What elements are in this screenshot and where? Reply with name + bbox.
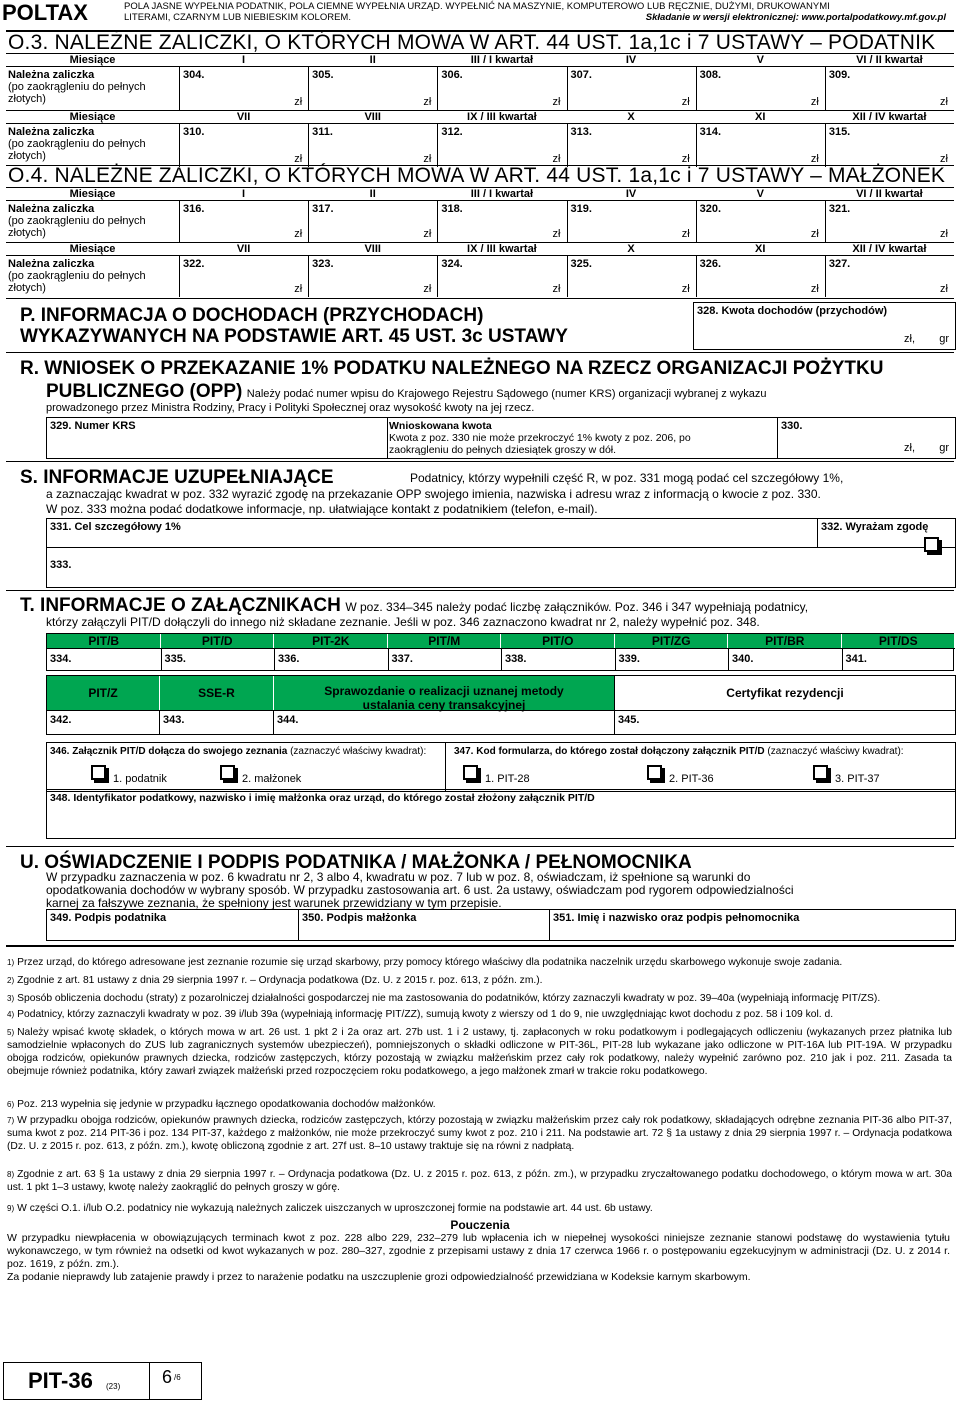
page-number: 6 [162,1367,173,1387]
field-number: 339. [618,653,640,665]
attachments-row-2 [46,675,956,735]
advance-payment-row [6,66,954,110]
field-337[interactable] [388,648,502,670]
month-label: V [756,54,764,66]
currency-zl: zł [552,96,561,108]
field-348[interactable] [46,789,956,839]
months-header-row [6,242,954,255]
currency-zl: zł [681,228,690,240]
field-328[interactable] [693,302,956,350]
field-310[interactable] [179,124,308,167]
field-number: 308. [699,69,722,81]
footnote-text: Sposób obliczenia dochodu (straty) z pozarolniczej działalności gospodarczej nie ma zastosowania do podatników, którzy zaznaczyli kwadraty w poz. 39–40a (wypełniają informację PIT/ZS). [17,993,881,1004]
field-number: 319. [570,203,592,215]
field-312[interactable] [437,124,566,167]
q347-opt3-label: 3. PIT-37 [835,773,880,785]
footnote-number: 2) [7,976,15,985]
field-number: 334. [50,653,72,665]
q347-opt1-checkbox[interactable] [463,765,478,780]
footnote-number: 4) [7,1010,15,1019]
field-331-label: 331. Cel szczegółowy 1% [50,521,181,533]
wnioskowana-kwota [389,420,691,456]
field-number: 311. [312,126,333,138]
footnote-number: 9) [7,1204,15,1213]
month-label: VIII [364,243,381,255]
field-317[interactable] [308,201,437,242]
months-header-row [6,110,954,123]
advance-payment-row [6,255,954,297]
section-t-title: T. INFORMACJE O ZAŁĄCZNIKACH [20,595,341,616]
month-label: VII [236,243,251,255]
field-number: 309. [828,69,851,81]
field-number: 314. [699,126,722,138]
pouczenie-title: Pouczenia [450,1218,510,1232]
field-306[interactable] [437,67,566,110]
field-330[interactable] [777,418,955,458]
month-label: XII / IV kwartał [852,243,927,255]
wk-title: Wnioskowana kwota [389,420,492,432]
months-label: Miesiące [69,243,116,255]
month-label: III / I kwartał [470,54,534,66]
section-r-title-line2-wrap [46,381,767,403]
field-number: 313. [570,126,592,138]
section-s-title: S. INFORMACJE UZUPEŁNIAJĄCE [20,467,334,488]
footnote [7,1168,952,1194]
month-label: VII [236,111,251,123]
field-number: 322. [183,258,205,270]
field-number: 315. [828,126,851,138]
month-label: I [242,188,246,200]
q347-opt2-checkbox[interactable] [647,765,662,780]
field-307[interactable] [567,67,696,110]
footnote-number: 5) [7,1028,15,1037]
section-s-desc-3: W poz. 333 można podać dodatkowe informacje, np. ułatwiające kontakt z podatnikiem (telefon, e-mail). [46,502,598,516]
months-label: Miesiące [69,188,116,200]
field-315[interactable] [825,124,954,167]
currency-zl: zł [552,283,561,295]
currency-zl: zł [294,228,303,240]
field-number: 326. [699,258,722,270]
field-338[interactable] [501,648,615,670]
field-328-label: 328. Kwota dochodów (przychodów) [697,305,888,317]
field-number: 318. [441,203,463,215]
currency-zl: zł [294,153,303,165]
field-345[interactable]: 345. [618,714,640,726]
section-o3-title: O.3. NALEŻNE ZALICZKI, O KTÓRYCH MOWA W ART. 44 UST. 1a,1c i 7 USTAWY – PODATNIK [8,31,936,54]
form-sprawozdanie-label [274,684,614,712]
notice-line-2: LITERAMI, CZARNYM LUB NIEBIESKIM KOLOREM. [124,12,351,23]
field-313[interactable] [567,124,696,167]
row-label: Należna zaliczka (po zaokrągleniu do pełnych złotych) [8,258,146,294]
form-sse-r-label: SSE-R [198,686,235,700]
field-336[interactable] [274,648,388,670]
field-316[interactable] [179,201,308,242]
currency-zl: zł [810,228,819,240]
field-339[interactable] [615,648,729,670]
pouczenie-text [7,1232,950,1284]
currency-zl: zł [423,96,432,108]
section-p-title-line1: P. INFORMACJA O DOCHODACH (PRZYCHODACH) [20,305,484,326]
form-sprawozdanie-line1: Sprawozdanie o realizacji uznanej metody [324,684,564,698]
form-header-label: PIT/B [88,634,120,648]
field-350[interactable] [299,910,550,940]
field-319[interactable] [567,201,696,242]
form-header-label: PIT-2K [312,634,350,648]
footnote-text: Poz. 213 wypełnia się jedynie w przypadku łącznego opodatkowania dochodów małżonków. [17,1099,436,1110]
field-number: 306. [441,69,463,81]
field-321[interactable] [825,201,954,242]
q347-text: 347. Kod formularza, do którego został dołączony załącznik PIT/D [454,746,765,757]
form-version: (23) [106,1382,121,1391]
form-id: PIT-36 [28,1368,93,1393]
currency-zl: zł [294,283,303,295]
field-322[interactable] [179,256,308,297]
footnote-text: Podatnicy, którzy zaznaczyli kwadraty w poz. 39 i/lub 39a (wypełniają informację PIT/ZZ), sumują kwoty z wierszy od 1 do 9, nie uwzględniając kwot dochodu z poz. 58 i 109 kol. d. [17,1009,834,1020]
field-333-label: 333. [50,559,72,571]
footnote-text: Zgodnie z art. 63 § 1a ustawy z dnia 29 sierpnia 1997 r. – Ordynacja podatkowa (Dz. U. z 2015 r. poz. 613, z późn. zm.), w przypadku zryczałtowanego podatku dochodowego, o którym mowa w art. 30a ust. 1 pkt 1–3 ustawy, kwotę należy zaokrąglić do pełnych groszy w górę. [7,1169,952,1193]
month-label: IV [625,54,637,66]
field-318[interactable] [437,201,566,242]
row-label: Należna zaliczka (po zaokrągleniu do pełnych złotych) [8,69,146,105]
footnote [7,1026,952,1078]
section-s-fields [46,518,956,588]
field-number: 317. [312,203,334,215]
form-sprawozdanie-line2: ustalania ceny transakcyjnej [362,698,526,712]
currency-gr: gr [939,333,949,345]
field-number: 312. [441,126,463,138]
footnote-number: 3) [7,994,15,1003]
section-u-desc-2: opodatkowania dochodów w wybrany sposób. W przypadku zastosowania art. 6 ust. 2a ustawy, oświadczam pod rygorem odpowiedzialności [46,883,794,897]
q346-opt1-checkbox[interactable] [91,765,106,780]
section-t-desc-1: W poz. 334–345 należy podać liczbę załączników. Poz. 346 i 347 wypełniają podatnicy, [345,600,809,614]
form-header-label: PIT/BR [765,634,805,648]
currency-gr: gr [939,442,949,454]
q346-label [50,746,426,757]
field-327[interactable] [825,256,954,297]
q346-text: 346. Załącznik PIT/D dołącza do swojego zeznania [50,746,288,757]
section-r-title-line1: R. WNIOSEK O PRZEKAZANIE 1% PODATKU NALEŻNEGO NA RZECZ ORGANIZACJI POŻYTKU [20,358,884,379]
field-number: 324. [441,258,463,270]
section-u-desc-3: karnej za fałszywe zeznania, że spełniony jest warunek przewidziany w tym przepisie. [46,896,502,910]
page-total: /6 [174,1373,181,1382]
field-332 [818,519,955,548]
q347-label [454,746,904,757]
footnote-text: W części O.1. i/lub O.2. podatnicy nie wykazują należnych zaliczek uiszczanych w uproszczonej formie na podstawie art. 44 ust. 6b ustawy. [17,1203,653,1214]
q347-opt2-label: 2. PIT-36 [669,773,714,785]
month-label: II [369,54,376,66]
currency-zl: zł [940,283,948,295]
q346-opt1-label: 1. podatnik [113,773,167,785]
footnote-text: W przypadku obojga rodziców, opiekunów prawnych dziecka, rodziców zastępczych, którzy pozostają w związku małżeńskim przez cały rok podatkowy, składających odrębne zeznania PIT-36 albo PIT-37, suma kwot z poz. 214 PIT-36 i poz. 134 PIT-37, każdego z małżonków, nie może przekroczyć sumy kwot z poz. 210 i 211. Na podstawie art. 72 § 1a ustawy z dnia 29 sierpnia 1997 r. – Ordynacja podatkowa (Dz. U. z 2015 r. poz. 613, z późn. zm.), kwotę obliczoną zgodnie z art. 27f ust. 8–10 ustawy traktuje się na równi z nadpłatą. [7,1115,952,1152]
currency-zl: zł [681,283,690,295]
section-r-desc-b: prowadzonego przez Ministra Rodziny, Pracy i Polityki Społecznej oraz wysokość kwoty na jej rzecz. [46,402,535,414]
field-number: 327. [828,258,851,270]
currency-zl: zł [940,96,948,108]
field-304[interactable] [179,67,308,110]
currency-zl: zł [810,153,819,165]
currency-zl: zł [810,96,819,108]
field-number: 310. [183,126,205,138]
signature-fields [46,909,956,941]
months-header-row [6,53,954,66]
months-label: Miesiące [69,54,116,66]
field-323[interactable] [308,256,437,297]
footnote [7,956,952,969]
row-label: Należna zaliczka (po zaokrągleniu do pełnych złotych) [8,126,146,162]
field-349-label: 349. Podpis podatnika [50,912,167,924]
footnote-text: Przez urząd, do którego adresowane jest zeznanie rozumie się urząd skarbowy, przy pomocy którego właściwy dla podatnika naczelnik urzędu skarbowego wykonuje swoje zadania. [17,957,843,968]
footnote [7,974,952,987]
currency-zl: zł [940,153,948,165]
form-pit-z-label: PIT/Z [88,686,118,700]
row-label: Należna zaliczka (po zaokrągleniu do pełnych złotych) [8,203,146,239]
field-number: 337. [391,653,413,665]
currency-zl: zł [552,228,561,240]
section-r-desc-a: Należy podać numer wpisu do Krajowego Rejestru Sądowego (numer KRS) organizacji wybranej z wykazu [246,388,767,400]
page-number-box [148,1362,202,1400]
q346-opt2-label: 2. małżonek [242,773,302,785]
footnote-text: Zgodnie z art. 81 ustawy z dnia 29 sierpnia 1997 r. – Ordynacja podatkowa (Dz. U. z 2015 r. poz. 613, z późn. zm.). [17,975,543,986]
field-number: 341. [845,653,867,665]
q348-label: 348. Identyfikator podatkowy, nazwisko i imię małżonka oraz urząd, do którego został złożony załącznik PIT/D [50,792,595,804]
field-number: 320. [699,203,722,215]
month-label: VI / II kwartał [856,188,923,200]
field-number: 335. [164,653,186,665]
field-335[interactable] [161,648,275,670]
section-o4-title: O.4. NALEŻNE ZALICZKI, O KTÓRYCH MOWA W ART. 44 UST. 1a,1c i 7 USTAWY – MAŁŻONEK [8,164,946,187]
footnote [7,992,952,1005]
footnote-number: 1) [7,958,15,967]
field-308[interactable] [696,67,825,110]
field-309[interactable] [825,67,954,110]
field-number: 307. [570,69,592,81]
form-header-label: PIT/O [542,634,574,648]
months-header-row [6,187,954,200]
footnote [7,1098,952,1111]
advance-payment-row [6,123,954,167]
pouczenie-p1: W przypadku niewpłacenia w obowiązujących terminach kwot z poz. 228 albo 229, 232–279 lub wpłacenia ich w niepełnej wysokości niniejsze zeznanie stanowi podstawę do wystawienia tytułu wykonawczego, w tym również na odsetki od kwot wykazanych w poz. 280–327, zgodnie z przepisami ustawy z dnia 17 czerwca 1966 r. o postępowaniu egzekucyjnym w administracji (Dz. U. z 2014 r. poz. 1619, z późn. zm.). [7,1232,950,1270]
brand-logo: POLTAX [2,0,88,25]
field-351[interactable] [550,910,955,940]
section-o3-table [6,53,954,169]
field-number: 316. [183,203,205,215]
month-label: XI [755,111,766,123]
section-p-title-line2: WYKAZYWANYCH NA PODSTAWIE ART. 45 UST. 3c USTAWY [20,326,568,347]
wk-line2: zaokrągleniu do pełnych dziesiątek groszy w dół. [389,444,617,456]
section-t-desc-2: którzy załączyli PIT/D dołączyli do innego niż składane zeznanie. Jeśli w poz. 346 zaznaczono kwadrat nr 2, należy wypełnić poz. 348. [46,615,760,629]
section-s-desc [46,487,952,517]
section-u-title: U. OŚWIADCZENIE I PODPIS PODATNIKA / MAŁŻONKA / PEŁNOMOCNIKA [20,852,692,873]
month-label: I [242,54,246,66]
field-325[interactable] [567,256,696,297]
field-324[interactable] [437,256,566,297]
currency-zl: zł [294,96,303,108]
q347-opt3-checkbox[interactable] [813,765,828,780]
attachments-346-347 [46,742,956,792]
month-label: II [369,188,376,200]
currency-zl: zł, [904,442,915,454]
footnote-number: 8) [7,1170,15,1179]
field-314[interactable] [696,124,825,167]
currency-zl: zł, [904,333,915,345]
field-330-label: 330. [781,420,803,432]
electronic-notice: Składanie w wersji elektronicznej: www.portalpodatkowy.mf.gov.pl [645,12,946,23]
footnote [7,1008,952,1021]
q347-note: (zaznaczyć właściwy kwadrat): [767,746,904,757]
field-342[interactable]: 342. [50,714,72,726]
field-343[interactable]: 343. [163,714,185,726]
field-341[interactable] [842,648,956,670]
currency-zl: zł [940,228,948,240]
footnote [7,1114,952,1153]
form-header-label: PIT/D [201,634,233,648]
field-number: 338. [505,653,527,665]
field-334[interactable] [47,648,161,670]
field-number: 304. [183,69,205,81]
section-o4-table [6,187,954,297]
footnote-text: Należy wpisać kwotę składek, o których mowa w art. 26 ust. 1 pkt 2 i 2a oraz art. 27b ust. 1 i 2 ustawy, tj. zapłaconych w roku podatkowym i podlegających odliczeniu (wykazanych przez płatnika lub samodzielnie wpłaconych do ZUS lub zagranicznych systemów ubezpieczeń), pomniejszonych o składki odliczone w PIT-36L, PIT-28 lub wykazane jako odliczone w PIT-16A lub PIT-19A. W przypadku obojga rodziców, opiekunów prawnych dziecka, rodziców zastępczych, którzy pozostają w związku małżeńskim przez cały rok podatkowy, należy wypełnić zarówno poz. 210 jak i poz. 211. Zasada ta obejmuje również podatnika, który zawarł związek małżeński przed rozpoczęciem roku podatkowego, a jego małżonek zmarł w trakcie roku podatkowego. [7,1027,952,1077]
currency-zl: zł [552,153,561,165]
month-label: IV [625,188,637,200]
form-header-label: PIT/M [428,634,461,648]
footnote-number: 6) [7,1100,15,1109]
month-label: III / I kwartał [470,188,534,200]
field-number: 305. [312,69,334,81]
month-label: XII / IV kwartał [852,111,927,123]
field-number: 321. [828,203,851,215]
field-number: 340. [732,653,754,665]
pouczenie-p2: Za podanie nieprawdy lub zatajenie prawdy i przez to narażenie podatku na uszczuplenie grozi odpowiedzialność przewidziana w Kodeksie karnym skarbowym. [7,1271,751,1283]
month-label: VIII [364,111,381,123]
currency-zl: zł [681,96,690,108]
month-label: X [627,111,635,123]
attachments-row-1 [46,633,954,671]
field-332-label: 332. Wyrażam zgodę [821,521,929,533]
currency-zl: zł [423,283,432,295]
field-351-label: 351. Imię i nazwisko oraz podpis pełnomocnika [553,912,800,924]
currency-zl: zł [423,153,432,165]
section-r-title-line2: PUBLICZNEGO (OPP) [46,381,243,402]
field-320[interactable] [696,201,825,242]
footnote [7,1202,952,1215]
currency-zl: zł [423,228,432,240]
month-label: X [627,243,635,255]
field-number: 325. [570,258,592,270]
month-label: XI [755,243,766,255]
field-350-label: 350. Podpis małżonka [302,912,417,924]
section-r-fields [46,417,956,459]
form-header-label: PIT/ZG [651,634,691,648]
field-329-label: 329. Numer KRS [50,420,136,432]
field-333[interactable] [47,548,955,586]
field-326[interactable] [696,256,825,297]
notice-line-1: POLA JASNE WYPEŁNIA PODATNIK, POLA CIEMNE WYPEŁNIA URZĄD. WYPEŁNIĆ NA MASZYNIE, KOMPUTEROWO LUB RĘCZNIE, DUŻYMI, DRUKOWANYMI [124,1,830,12]
section-u-desc [46,871,952,910]
q346-note: (zaznaczyć właściwy kwadrat): [290,746,427,757]
currency-zl: zł [810,283,819,295]
section-s-desc-1: Podatnicy, którzy wypełnili część R, w poz. 331 mogą podać cel szczegółowy 1%, [410,471,844,485]
field-344[interactable]: 344. [277,714,299,726]
form-id-box [3,1362,150,1400]
field-340[interactable] [728,648,842,670]
section-p-title [20,305,568,347]
field-331[interactable] [47,519,818,548]
q346-opt2-checkbox[interactable] [220,765,235,780]
form-header-label: PIT/DS [878,634,918,648]
form-certyfikat-label: Certyfikat rezydencji [726,686,844,700]
field-311[interactable] [308,124,437,167]
advance-payment-row [6,200,954,242]
field-329[interactable] [47,418,388,458]
months-label: Miesiące [69,111,116,123]
wk-line1: Kwota z poz. 330 nie może przekroczyć 1% kwoty z poz. 206, po [389,432,691,444]
month-label: VI / II kwartał [856,54,923,66]
field-305[interactable] [308,67,437,110]
section-s-desc-2: a zaznaczając kwadrat w poz. 332 wyrazić zgodę na przekazanie OPP swojego imienia, nazwiska i adresu wraz z informacją o kwocie z poz. 330. [46,487,821,501]
footnote-number: 7) [7,1116,15,1125]
month-label: V [756,188,764,200]
q347-opt1-label: 1. PIT-28 [485,773,530,785]
field-349[interactable] [47,910,299,940]
field-number: 336. [278,653,300,665]
field-number: 323. [312,258,334,270]
section-u-desc-1: W przypadku zaznaczenia w poz. 6 kwadratu nr 2, 3 albo 4, kwadratu w poz. 7 lub w poz. 8, oświadczam, iż spełnione są warunki do [46,870,751,884]
currency-zl: zł [681,153,690,165]
month-label: IX / III kwartał [467,111,537,123]
section-t-heading [20,595,808,617]
month-label: IX / III kwartał [467,243,537,255]
